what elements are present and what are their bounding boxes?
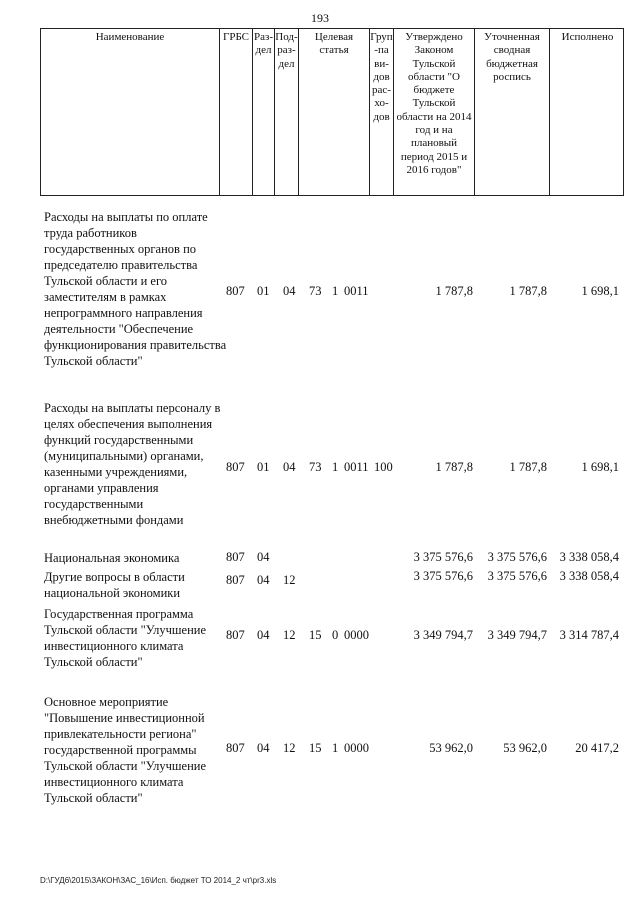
row-approved: 3 349 794,7 — [413, 628, 473, 642]
row-cs3: 0000 — [344, 628, 369, 642]
row-name: Национальная экономика — [44, 551, 180, 565]
row-cs3: 0011 — [344, 284, 369, 298]
row-razdel: 01 — [257, 284, 270, 298]
row-name: Другие вопросы в области национальной экономики — [44, 570, 185, 600]
row-executed: 1 698,1 — [581, 284, 619, 298]
header-grbs: ГРБС — [219, 29, 252, 195]
file-path-footer: D:\ГУД6\2015\ЗАКОН\ЗАС_16\Исп. бюджет ТО 2014_2 чт\рr3.xls — [40, 876, 277, 885]
row-cs2: 1 — [332, 741, 339, 755]
row-refined: 1 787,8 — [509, 460, 547, 474]
row-podrazdel: 04 — [283, 460, 296, 474]
row-executed: 3 314 787,4 — [559, 628, 619, 642]
row-razdel: 01 — [257, 460, 270, 474]
header-razdel: Раз-дел — [252, 29, 274, 195]
row-cs2: 1 — [332, 460, 339, 474]
row-podrazdel: 12 — [283, 573, 296, 587]
row-grbs: 807 — [226, 460, 245, 474]
row-podrazdel: 12 — [283, 741, 296, 755]
row-refined: 53 962,0 — [503, 741, 547, 755]
row-cs3: 0000 — [344, 741, 369, 755]
header-celevaya-statya: Целевая статья — [298, 29, 369, 195]
row-cs1: 15 — [309, 741, 322, 755]
header-name: Наименование — [95, 31, 165, 43]
row-executed: 1 698,1 — [581, 460, 619, 474]
row-executed: 20 417,2 — [575, 741, 619, 755]
row-executed: 3 338 058,4 — [559, 569, 619, 583]
header-utverzhdeno: Утверждено Законом Тульской области "О бюджете Тульской области на 2014 год и на плановый период 2015 и 2016 годов" — [393, 29, 474, 195]
row-name: Расходы на выплаты персоналу в целях обеспечения выполнения функций государственными (муниципальными) органами, казенными учреждениями, органами управления государственными внебюджетными фондами — [44, 401, 221, 527]
row-vr: 100 — [374, 460, 393, 474]
row-grbs: 807 — [226, 741, 245, 755]
row-cs3: 0011 — [344, 460, 369, 474]
row-name: Расходы на выплаты по оплате труда работников государственных органов по председателю правительства Тульской области и его заместителям в рамках непрограммного направления деятельности "Обеспечение функционирования правительства Тульской области" — [44, 210, 227, 368]
row-grbs: 807 — [226, 284, 245, 298]
row-razdel: 04 — [257, 741, 270, 755]
row-approved: 3 375 576,6 — [413, 550, 473, 564]
row-approved: 1 787,8 — [435, 460, 473, 474]
row-cs2: 0 — [332, 628, 339, 642]
row-executed: 3 338 058,4 — [559, 550, 619, 564]
row-approved: 3 375 576,6 — [413, 569, 473, 583]
row-refined: 3 349 794,7 — [487, 628, 547, 642]
header-ispolneno: Исполнено — [549, 29, 625, 195]
page-number: 193 — [311, 11, 329, 25]
row-cs1: 15 — [309, 628, 322, 642]
row-cs1: 73 — [309, 284, 322, 298]
header-podrazdel: Под-раз-дел — [274, 29, 298, 195]
row-cs2: 1 — [332, 284, 339, 298]
header-utochnennaya: Уточненная сводная бюджетная роспись — [474, 29, 549, 195]
row-grbs: 807 — [226, 628, 245, 642]
row-grbs: 807 — [226, 550, 245, 564]
row-podrazdel: 04 — [283, 284, 296, 298]
row-grbs: 807 — [226, 573, 245, 587]
row-refined: 3 375 576,6 — [487, 550, 547, 564]
row-razdel: 04 — [257, 628, 270, 642]
row-razdel: 04 — [257, 550, 270, 564]
table-header — [40, 28, 624, 196]
row-razdel: 04 — [257, 573, 270, 587]
row-approved: 53 962,0 — [429, 741, 473, 755]
row-approved: 1 787,8 — [435, 284, 473, 298]
row-cs1: 73 — [309, 460, 322, 474]
row-podrazdel: 12 — [283, 628, 296, 642]
row-refined: 3 375 576,6 — [487, 569, 547, 583]
header-gruppa-vidov: Груп-па ви-дов рас-хо-дов — [369, 29, 393, 195]
row-name: Основное мероприятие "Повышение инвестиционной привлекательности региона" государственной программы Тульской области "Улучшение инвестиционного климата Тульской области" — [44, 695, 207, 805]
row-name: Государственная программа Тульской области "Улучшение инвестиционного климата Тульской области" — [44, 607, 207, 669]
row-refined: 1 787,8 — [509, 284, 547, 298]
